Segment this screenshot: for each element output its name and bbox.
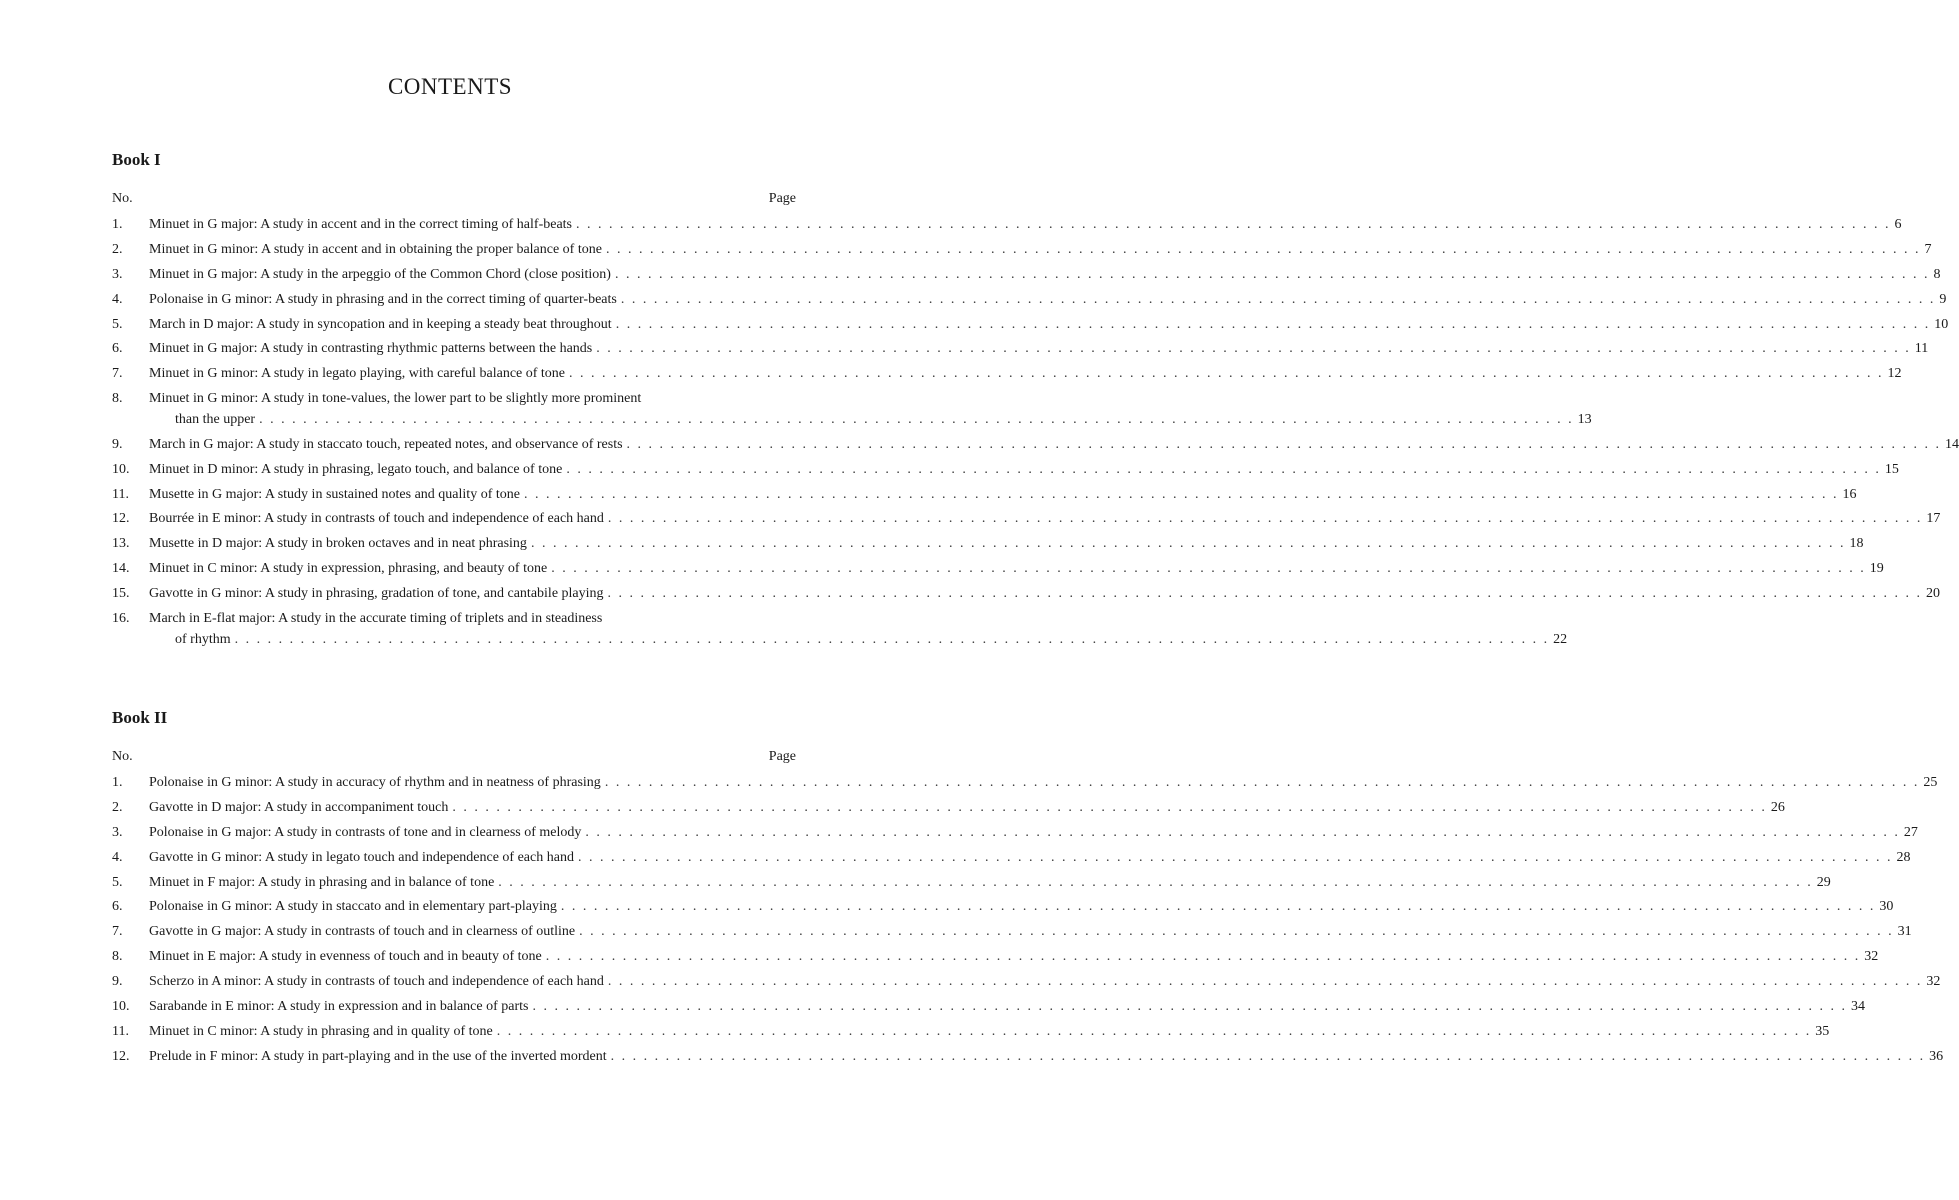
contents-entry (112, 997, 1865, 1018)
entry-number: 9. (112, 974, 123, 990)
entry-page-number: 19 (1869, 561, 1884, 577)
dot-leader: . . . . . . . . . . . . . . . . . . . . . . . . . . . . . . . . . . . . . . . . . . . . . . . . . . . . . . . . . . . . . . . . . . . . . . . . . . . . . . . . . . . . . . . . . . . . . . . . . . . . . . . . . . . . . . . . . . . . . . . . (607, 511, 1923, 527)
entry-title: Polonaise in G minor: A study in staccato and in elementary part-playing (149, 899, 557, 915)
entry-page-number: 25 (1923, 775, 1938, 790)
page-title: CONTENTS (387, 74, 513, 99)
contents-entry (112, 947, 1879, 968)
entry-title: Musette in G major: A study in sustained notes and quality of tone (149, 486, 520, 502)
dot-leader: . . . . . . . . . . . . . . . . . . . . . . . . . . . . . . . . . . . . . . . . . . . . . . . . . . . . . . . . . . . . . . . . . . . . . . . . . . . . . . . . . . . . . . . . . . . . . . . . . . . . . . . . . . . . . . . . . . . . . . . . (607, 974, 1923, 990)
dot-leader: . . . . . . . . . . . . . . . . . . . . . . . . . . . . . . . . . . . . . . . . . . . . . . . . . . . . . . . . . . . . . . . . . . . . . . . . . . . . . . . . . . . . . . . . . . . . . . . . . . . . . . . . . . . . . . . . . . . . . . . . (569, 366, 1884, 382)
dot-leader: . . . . . . . . . . . . . . . . . . . . . . . . . . . . . . . . . . . . . . . . . . . . . . . . . . . . . . . . . . . . . . . . . . . . . . . . . . . . . . . . . . . . . . . . . . . . . . . . . . . . . . . . . . . . . . . . . . . . . . . . (579, 924, 1894, 940)
contents-entry (112, 848, 1911, 869)
dot-leader: . . . . . . . . . . . . . . . . . . . . . . . . . . . . . . . . . . . . . . . . . . . . . . . . . . . . . . . . . . . . . . . . . . . . . . . . . . . . . . . . . . . . . . . . . . . . . . . . . . . . . . . . . . . . . . . . . . . . . . . . (626, 436, 1942, 452)
dot-leader: . . . . . . . . . . . . . . . . . . . . . . . . . . . . . . . . . . . . . . . . . . . . . . . . . . . . . . . . . . . . . . . . . . . . . . . . . . . . . . . . . . . . . . . . . . . . . . . . . . . . . . . . . . . . . . . . . . . . . . . . (551, 561, 1866, 577)
entry-number: 9. (112, 436, 123, 452)
entry-title: Scherzo in A minor: A study in contrasts of touch and independence of each hand (149, 974, 604, 990)
contents-entry (112, 389, 1592, 430)
dot-leader: . . . . . . . . . . . . . . . . . . . . . . . . . . . . . . . . . . . . . . . . . . . . . . . . . . . . . . . . . . . . . . . . . . . . . . . . . . . . . . . . . . . . . . . . . . . . . . . . . . . . . . . . . . . . . . . . . . . . . . . . (566, 461, 1881, 477)
entry-number: 3. (112, 266, 123, 282)
entry-page-number: 13 (1577, 411, 1592, 427)
entry-title: Minuet in G major: A study in contrasting rhythmic patterns between the hands (149, 341, 593, 357)
entry-number: 11. (112, 486, 129, 502)
contents-entry (112, 215, 1902, 236)
entry-number: 5. (112, 874, 123, 890)
entry-title: Gavotte in G minor: A study in phrasing, gradation of tone, and cantabile playing (149, 586, 604, 602)
number-column-label: No. (112, 191, 133, 206)
entry-number: 12. (112, 1048, 130, 1064)
contents-entry (112, 1022, 1830, 1043)
dot-leader: . . . . . . . . . . . . . . . . . . . . . . . . . . . . . . . . . . . . . . . . . . . . . . . . . . . . . . . . . . . . . . . . . . . . . . . . . . . . . . . . . . . . . . . . . . . . . . . . . . . . . . . . . . . . . . . . . . . . . . . . (234, 631, 1550, 647)
entry-title: Minuet in E major: A study in evenness of touch and in beauty of tone (149, 949, 542, 965)
entry-page-number: 7 (1924, 241, 1932, 257)
entry-title: Minuet in F major: A study in phrasing and in balance of tone (149, 874, 495, 890)
entry-title: Minuet in C minor: A study in phrasing and in quality of tone (149, 1023, 493, 1039)
entry-title: March in D major: A study in syncopation and in keeping a steady beat throughout (149, 316, 612, 332)
contents-entry (112, 897, 1894, 918)
contents-entry (112, 315, 1949, 336)
dot-leader: . . . . . . . . . . . . . . . . . . . . . . . . . . . . . . . . . . . . . . . . . . . . . . . . . . . . . . . . . . . . . . . . . . . . . . . . . . . . . . . . . . . . . . . . . . . . . . . . . . . . . . . . . . . . . . . . . . . . . . . . (577, 849, 1893, 865)
entry-number: 8. (112, 949, 123, 965)
contents-entry (112, 435, 1959, 456)
entry-number: 11. (112, 1023, 129, 1039)
entry-page-number: 6 (1894, 217, 1902, 232)
entry-number: 7. (112, 924, 123, 940)
book-2-section (112, 708, 1944, 1072)
entry-title: March in G major: A study in staccato touch, repeated notes, and observance of rests (149, 436, 623, 452)
entry-title: Musette in D major: A study in broken octaves and in neat phrasing (149, 536, 527, 552)
dot-leader: . . . . . . . . . . . . . . . . . . . . . . . . . . . . . . . . . . . . . . . . . . . . . . . . . . . . . . . . . . . . . . . . . . . . . . . . . . . . . . . . . . . . . . . . . . . . . . . . . . . . . . . . . . . . . . . . . . . . . . . . (560, 899, 1876, 915)
entry-page-number: 22 (1553, 631, 1568, 647)
entry-title: Polonaise in G major: A study in contrasts of tone and in clearness of melody (149, 824, 582, 840)
entry-number: 1. (112, 217, 123, 232)
dot-leader: . . . . . . . . . . . . . . . . . . . . . . . . . . . . . . . . . . . . . . . . . . . . . . . . . . . . . . . . . . . . . . . . . . . . . . . . . . . . . . . . . . . . . . . . . . . . . . . . . . . . . . . . . . . . . . . . . . . . . . . . (496, 1023, 1812, 1039)
entry-number: 13. (112, 536, 130, 552)
entry-title: Polonaise in G minor: A study in accuracy of rhythm and in neatness of phrasing (149, 775, 601, 790)
entry-number: 8. (112, 391, 123, 407)
dot-leader: . . . . . . . . . . . . . . . . . . . . . . . . . . . . . . . . . . . . . . . . . . . . . . . . . . . . . . . . . . . . . . . . . . . . . . . . . . . . . . . . . . . . . . . . . . . . . . . . . . . . . . . . . . . . . . . . . . . . . . . . (585, 824, 1900, 840)
dot-leader: . . . . . . . . . . . . . . . . . . . . . . . . . . . . . . . . . . . . . . . . . . . . . . . . . . . . . . . . . . . . . . . . . . . . . . . . . . . . . . . . . . . . . . . . . . . . . . . . . . . . . . . . . . . . . . . . . . . . . . . . (576, 217, 1891, 232)
entry-title: Minuet in G major: A study in accent and in the correct timing of half-beats (149, 217, 573, 232)
entry-number: 4. (112, 849, 123, 865)
entry-page-number: 20 (1926, 586, 1941, 602)
entry-title: Gavotte in G major: A study in contrasts of touch and in clearness of outline (149, 924, 576, 940)
contents-entry (112, 534, 1864, 555)
entry-title: Gavotte in D major: A study in accompaniment touch (149, 799, 449, 815)
dot-leader: . . . . . . . . . . . . . . . . . . . . . . . . . . . . . . . . . . . . . . . . . . . . . . . . . . . . . . . . . . . . . . . . . . . . . . . . . . . . . . . . . . . . . . . . . . . . . . . . . . . . . . . . . . . . . . . . . . . . . . . . (452, 799, 1767, 815)
book-heading: Book II (112, 708, 168, 727)
contents-entry (112, 773, 1938, 794)
entry-page-number: 32 (1864, 949, 1879, 965)
dot-leader: . . . . . . . . . . . . . . . . . . . . . . . . . . . . . . . . . . . . . . . . . . . . . . . . . . . . . . . . . . . . . . . . . . . . . . . . . . . . . . . . . . . . . . . . . . . . . . . . . . . . . . . . . . . . . . . . . . . . . . . . (523, 486, 1839, 502)
page-column-label: Page (768, 749, 796, 764)
entry-number: 6. (112, 341, 123, 357)
dot-leader: . . . . . . . . . . . . . . . . . . . . . . . . . . . . . . . . . . . . . . . . . . . . . . . . . . . . . . . . . . . . . . . . . . . . . . . . . . . . . . . . . . . . . . . . . . . . . . . . . . . . . . . . . . . . . . . . . . . . . . . . (530, 536, 1846, 552)
entry-title: Bourrée in E minor: A study in contrasts of touch and independence of each hand (149, 511, 604, 527)
entry-page-number: 29 (1816, 874, 1831, 890)
entry-title: Minuet in G minor: A study in tone-values, the lower part to be slightly more prominent (149, 391, 642, 407)
entry-title: Gavotte in G minor: A study in legato touch and independence of each hand (149, 849, 574, 865)
entry-page-number: 35 (1815, 1023, 1830, 1039)
entry-title: Minuet in G major: A study in the arpeggio of the Common Chord (close position) (149, 266, 611, 282)
contents-entry (112, 559, 1884, 580)
contents-entry (112, 290, 1947, 311)
contents-entry (112, 240, 1932, 261)
entry-page-number: 26 (1770, 799, 1785, 815)
contents-entry (112, 609, 1568, 650)
contents-entry (112, 509, 1941, 530)
entry-title: Minuet in G minor: A study in accent and in obtaining the proper balance of tone (149, 241, 602, 257)
contents-entry (112, 922, 1912, 943)
dot-leader: . . . . . . . . . . . . . . . . . . . . . . . . . . . . . . . . . . . . . . . . . . . . . . . . . . . . . . . . . . . . . . . . . . . . . . . . . . . . . . . . . . . . . . . . . . . . . . . . . . . . . . . . . . . . . . . . . . . . . . . . (610, 1048, 1926, 1064)
contents-entry (112, 1047, 1944, 1068)
entry-page-number: 16 (1842, 486, 1857, 502)
entry-number: 3. (112, 824, 123, 840)
entry-page-number: 30 (1879, 899, 1894, 915)
contents-entry (112, 485, 1857, 506)
entry-number: 2. (112, 799, 123, 815)
dot-leader: . . . . . . . . . . . . . . . . . . . . . . . . . . . . . . . . . . . . . . . . . . . . . . . . . . . . . . . . . . . . . . . . . . . . . . . . . . . . . . . . . . . . . . . . . . . . . . . . . . . . . . . . . . . . . . . . . . . . . . . . (498, 874, 1813, 890)
entry-page-number: 34 (1850, 999, 1865, 1015)
contents-entry (112, 972, 1941, 993)
entry-number: 10. (112, 461, 130, 477)
entry-number: 2. (112, 241, 123, 257)
entry-number: 10. (112, 999, 130, 1015)
entry-title: than the upper (175, 411, 256, 427)
entry-number: 15. (112, 586, 130, 602)
contents-entry (112, 873, 1831, 894)
entry-number: 1. (112, 775, 123, 790)
entry-title: Polonaise in G minor: A study in phrasing and in the correct timing of quarter-beats (149, 291, 617, 307)
entry-title: March in E-flat major: A study in the accurate timing of triplets and in steadiness (149, 610, 603, 626)
column-headers (112, 749, 796, 769)
entry-page-number: 36 (1929, 1048, 1944, 1064)
entry-list (112, 773, 1944, 1067)
contents-entry (112, 460, 1899, 481)
entry-list (112, 215, 1959, 650)
entry-title: Minuet in D minor: A study in phrasing, legato touch, and balance of tone (149, 461, 563, 477)
entry-page-number: 11 (1914, 341, 1929, 357)
entry-number: 12. (112, 511, 130, 527)
dot-leader: . . . . . . . . . . . . . . . . . . . . . . . . . . . . . . . . . . . . . . . . . . . . . . . . . . . . . . . . . . . . . . . . . . . . . . . . . . . . . . . . . . . . . . . . . . . . . . . . . . . . . . . . . . . . . . . . . . . . . . . . (545, 949, 1861, 965)
entry-page-number: 31 (1897, 924, 1912, 940)
page-column-label: Page (768, 191, 796, 206)
entry-number: 7. (112, 366, 123, 382)
entry-number: 16. (112, 610, 130, 626)
entry-number: 5. (112, 316, 123, 332)
entry-title: Minuet in C minor: A study in expression, phrasing, and beauty of tone (149, 561, 548, 577)
dot-leader: . . . . . . . . . . . . . . . . . . . . . . . . . . . . . . . . . . . . . . . . . . . . . . . . . . . . . . . . . . . . . . . . . . . . . . . . . . . . . . . . . . . . . . . . . . . . . . . . . . . . . . . . . . . . . . . . . . . . . . . . (532, 999, 1847, 1015)
column-headers (112, 191, 796, 211)
entry-number: 4. (112, 291, 123, 307)
entry-page-number: 18 (1849, 536, 1864, 552)
dot-leader: . . . . . . . . . . . . . . . . . . . . . . . . . . . . . . . . . . . . . . . . . . . . . . . . . . . . . . . . . . . . . . . . . . . . . . . . . . . . . . . . . . . . . . . . . . . . . . . . . . . . . . . . . . . . . . . . . . . . . . . . (605, 241, 1921, 257)
entry-page-number: 32 (1926, 974, 1941, 990)
contents-entry (112, 364, 1902, 385)
entry-title: of rhythm (175, 631, 231, 647)
book-1-section (112, 150, 1959, 654)
dot-leader: . . . . . . . . . . . . . . . . . . . . . . . . . . . . . . . . . . . . . . . . . . . . . . . . . . . . . . . . . . . . . . . . . . . . . . . . . . . . . . . . . . . . . . . . . . . . . . . . . . . . . . . . . . . . . . . . . . . . . . . . (259, 411, 1574, 427)
entry-page-number: 9 (1939, 291, 1947, 307)
dot-leader: . . . . . . . . . . . . . . . . . . . . . . . . . . . . . . . . . . . . . . . . . . . . . . . . . . . . . . . . . . . . . . . . . . . . . . . . . . . . . . . . . . . . . . . . . . . . . . . . . . . . . . . . . . . . . . . . . . . . . . . . (620, 291, 1936, 307)
entry-page-number: 17 (1926, 511, 1941, 527)
entry-page-number: 27 (1903, 824, 1918, 840)
entry-number: 6. (112, 899, 123, 915)
entry-title: Sarabande in E minor: A study in expression and in balance of parts (149, 999, 529, 1015)
dot-leader: . . . . . . . . . . . . . . . . . . . . . . . . . . . . . . . . . . . . . . . . . . . . . . . . . . . . . . . . . . . . . . . . . . . . . . . . . . . . . . . . . . . . . . . . . . . . . . . . . . . . . . . . . . . . . . . . . . . . . . . . (615, 316, 1931, 332)
entry-page-number: 15 (1884, 461, 1899, 477)
contents-entry (112, 798, 1785, 819)
dot-leader: . . . . . . . . . . . . . . . . . . . . . . . . . . . . . . . . . . . . . . . . . . . . . . . . . . . . . . . . . . . . . . . . . . . . . . . . . . . . . . . . . . . . . . . . . . . . . . . . . . . . . . . . . . . . . . . . . . . . . . . . (596, 341, 1911, 357)
contents-entry (112, 339, 1929, 360)
entry-page-number: 28 (1896, 849, 1911, 865)
number-column-label: No. (112, 749, 133, 764)
contents-entry (112, 584, 1941, 605)
entry-title: Minuet in G minor: A study in legato playing, with careful balance of tone (149, 366, 566, 382)
contents-entry (112, 823, 1918, 844)
entry-page-number: 10 (1934, 316, 1949, 332)
entry-page-number: 8 (1933, 266, 1941, 282)
book-heading: Book I (112, 150, 161, 169)
dot-leader: . . . . . . . . . . . . . . . . . . . . . . . . . . . . . . . . . . . . . . . . . . . . . . . . . . . . . . . . . . . . . . . . . . . . . . . . . . . . . . . . . . . . . . . . . . . . . . . . . . . . . . . . . . . . . . . . . . . . . . . . (614, 266, 1930, 282)
dot-leader: . . . . . . . . . . . . . . . . . . . . . . . . . . . . . . . . . . . . . . . . . . . . . . . . . . . . . . . . . . . . . . . . . . . . . . . . . . . . . . . . . . . . . . . . . . . . . . . . . . . . . . . . . . . . . . . . . . . . . . . . (604, 775, 1920, 790)
entry-page-number: 14 (1945, 436, 1959, 452)
entry-number: 14. (112, 561, 130, 577)
entry-page-number: 12 (1887, 366, 1902, 382)
entry-title: Prelude in F minor: A study in part-playing and in the use of the inverted mordent (149, 1048, 607, 1064)
contents-entry (112, 265, 1941, 286)
dot-leader: . . . . . . . . . . . . . . . . . . . . . . . . . . . . . . . . . . . . . . . . . . . . . . . . . . . . . . . . . . . . . . . . . . . . . . . . . . . . . . . . . . . . . . . . . . . . . . . . . . . . . . . . . . . . . . . . . . . . . . . . (607, 586, 1923, 602)
